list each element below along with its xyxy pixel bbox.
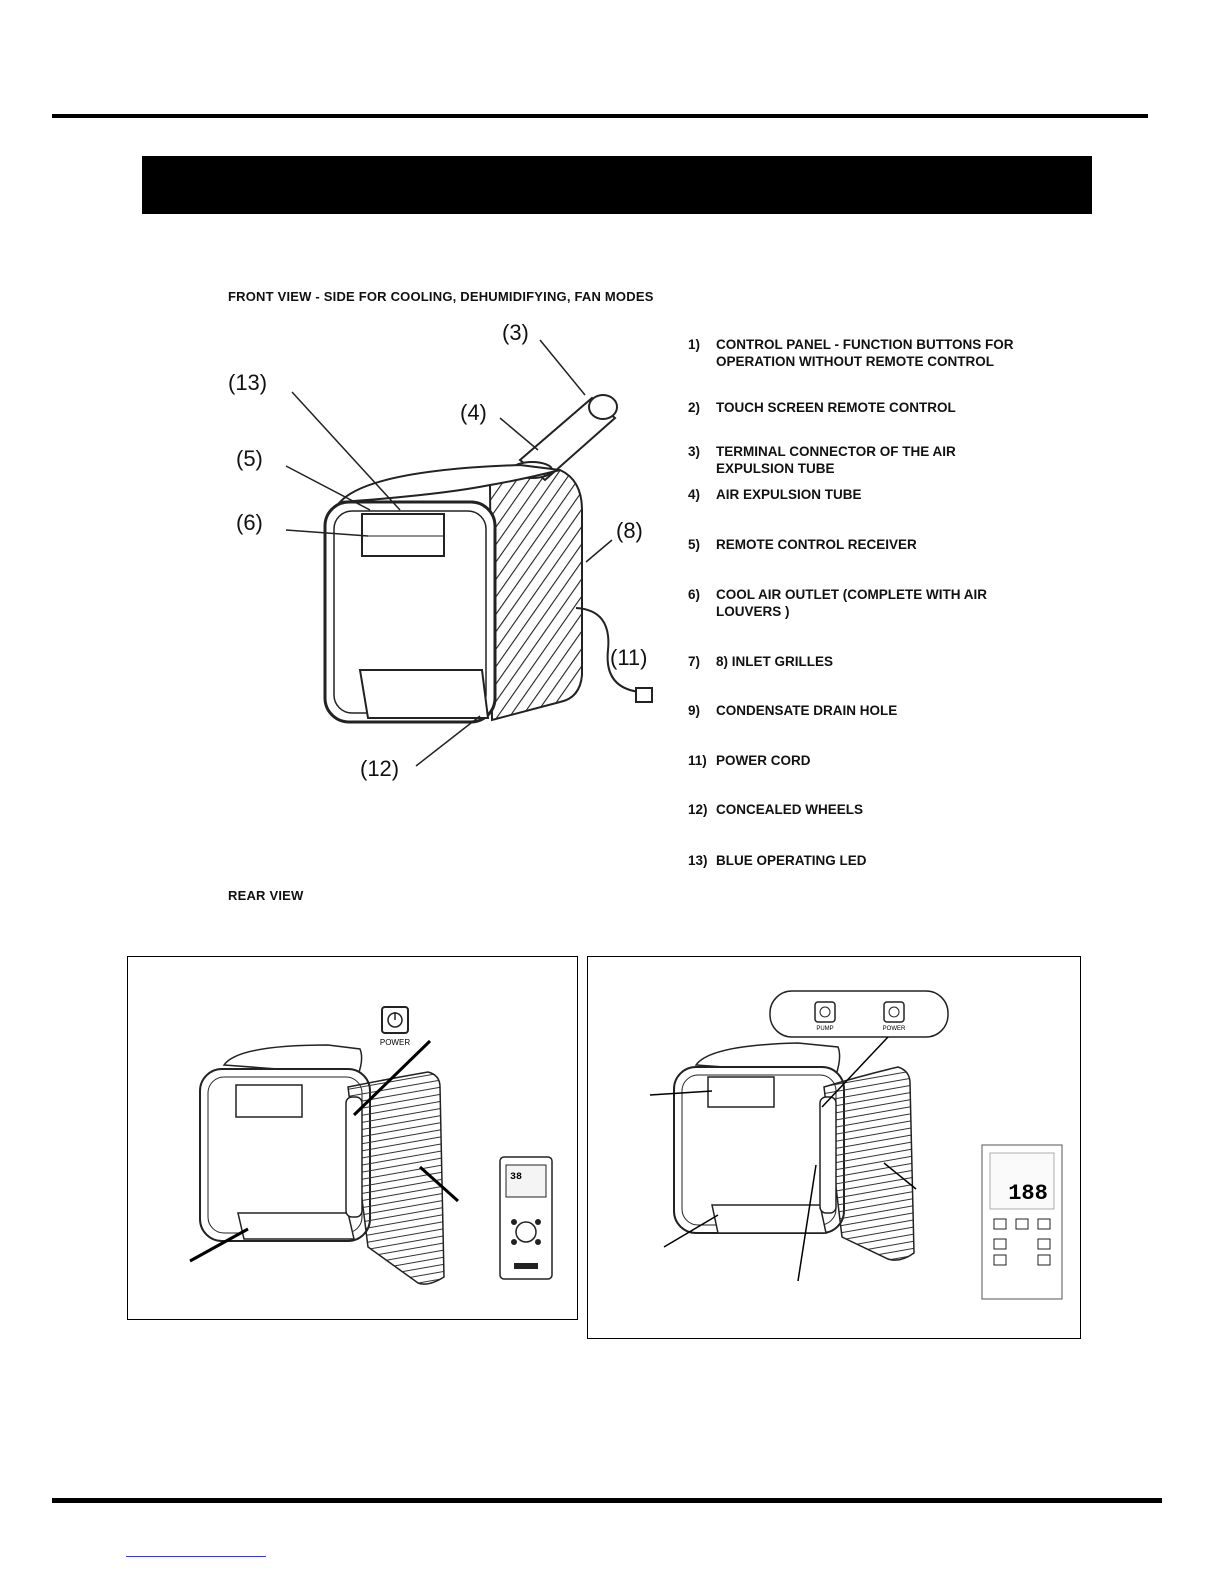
rear-view-panel-left [127,956,578,1320]
callout-6: (6) [236,510,263,535]
rear-view-panel-right [587,956,1081,1339]
legend-item: 6) COOL AIR OUTLET (COMPLETE WITH AIR LOUVERS ) [688,587,987,619]
legend-item: 12) CONCEALED WHEELS [688,802,864,817]
callout-8: (8) [616,518,643,543]
callout-11: (11) [610,645,648,670]
legend-item: 7) 8) INLET GRILLES [688,654,834,669]
footer-link-underline[interactable] [126,1556,266,1557]
callout-3: (3) [502,320,529,345]
legend-item: 1) CONTROL PANEL - FUNCTION BUTTONS FOR OPERATION WITHOUT REMOTE CONTROL [688,337,1014,369]
side-grille [490,470,582,720]
front-view-diagram [220,310,680,790]
callout-4: (4) [460,400,487,425]
legend-item: 9) CONDENSATE DRAIN HOLE [688,703,898,718]
callout-12: (12) [360,756,400,781]
pump-label: PUMP [816,1026,834,1032]
front-view-caption: FRONT VIEW - SIDE FOR COOLING, DEHUMIDIFYING, FAN MODES [228,289,654,304]
control-display [362,514,444,556]
rear-right-diagram [588,957,1080,1338]
side-grille [824,1067,914,1260]
bottom-rule [52,1498,1162,1503]
remote-display: 38 [509,1172,523,1183]
rear-view-caption: REAR VIEW [228,888,304,903]
top-rule [52,114,1148,118]
legend-item: 4) AIR EXPULSION TUBE [688,487,862,502]
callout-5: (5) [236,446,263,471]
legend-item: 13) BLUE OPERATING LED [688,853,867,868]
remote-display: 188 [1008,1181,1048,1206]
power-label: POWER [379,1038,411,1047]
legend-item: 3) TERMINAL CONNECTOR OF THE AIR EXPULSION TUBE [688,444,956,476]
legend-item: 5) REMOTE CONTROL RECEIVER [688,537,917,552]
button-strip [770,991,948,1037]
section-title-bar [142,156,1092,214]
legend-item: 2) TOUCH SCREEN REMOTE CONTROL [688,400,956,415]
power-label: POWER [882,1026,906,1032]
power-button-icon [884,1002,904,1022]
legend-item: 11) POWER CORD [688,753,811,768]
callout-13: (13) [228,370,268,395]
pump-button-icon [815,1002,835,1022]
rear-left-diagram [128,957,577,1319]
